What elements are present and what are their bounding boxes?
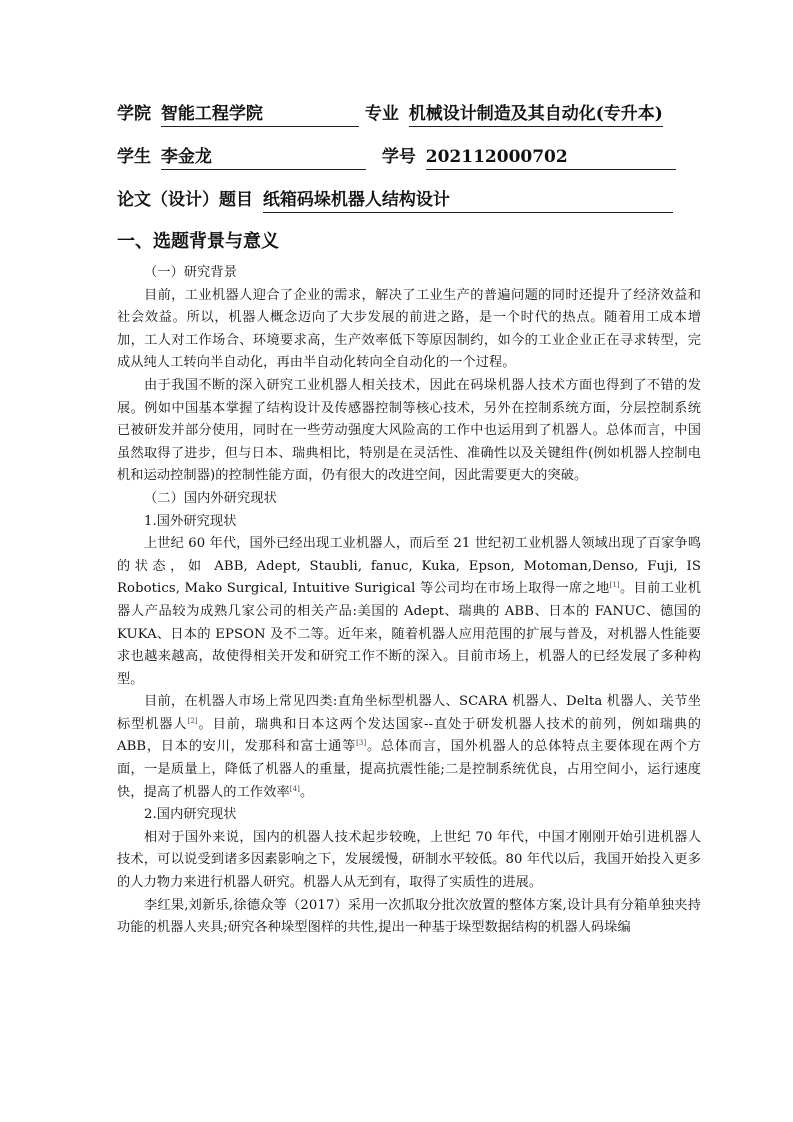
paragraph-1: 目前，工业机器人迎合了企业的需求，解决了工业生产的普遍问题的同时还提升了经济效益和社会效益。所以，机器人概念迈向了大步发展的前进之路，是一个时代的热点。随着用工成本增加，工人对工作场合、环境要求高，生产效率低下等原因制约，如今的工业企业正在寻求转型，完成从纯人工转向半自动化，再由半自动化转向全自动化的一个过程。: [117, 287, 701, 371]
college-value: 智能工程学院: [161, 103, 359, 127]
paragraph-4-text-b: 。目前，瑞典和日本这两个发达国家--直处于研发机器人技术的前列，例如瑞典的 ABB，日本的安川，发那科和富士通等: [117, 716, 702, 755]
paragraph-4-text-c: 。总体而言，国外机器人的总体特点主要体现在两个方面，一是质量上，降低了机器人的重量，提高抗震性能;二是控制系统优良，占用空间小，运行速度快，提高了机器人的工作效率: [117, 739, 701, 800]
college-label: 学院: [117, 104, 151, 124]
citation-1: [1]: [609, 581, 620, 590]
citation-3: [3]: [356, 739, 367, 748]
paragraph-3-text-a: 上世纪 60 年代，国外已经出现工业机器人，而后至 21 世纪初工业机器人领域出现了百家争鸣的状态，如 ABB, Adept, Staubli, fanuc, Kuka, Epson, Motoman,Denso, Fuji, IS Robotics, Mako Surgical, Intuitive Surigical 等公司均在市场上取得一席之地: [117, 536, 701, 597]
paragraph-3: [117, 533, 701, 691]
major-label: 专业: [364, 104, 399, 124]
student-label: 学生: [117, 147, 151, 167]
citation-2: [2]: [187, 716, 198, 725]
header-row-college: [117, 103, 663, 127]
body-text: [117, 262, 701, 940]
header-row-student: [117, 146, 676, 170]
thesis-title-label: 论文（设计）题目: [117, 190, 253, 210]
paragraph-3-text-b: 。目前工业机器人产品较为成熟几家公司的相关产品:美国的 Adept、瑞典的 ABB、日本的 FANUC、德国的 KUKA、日本的 EPSON 及不二等。近年来，随着机器人应用范围的扩展与普及，对机器人性能要求也越来越高，故使得相关开发和研究工作不断的深入。目前市场上，机器人的已经发展了多种构型。: [117, 581, 701, 687]
paragraph-4-text-d: 。: [299, 784, 314, 800]
student-value: 李金龙: [161, 146, 366, 170]
section-heading: 一、选题背景与意义: [117, 231, 279, 252]
paragraph-5: 相对于国外来说，国内的机器人技术起步较晚，上世纪 70 年代，中国才刚刚开始引进机器人技术，可以说受到诸多因素影响之下，发展缓慢，研制水平较低。80 年代以后，我国开始投入更多的人力物力来进行机器人研究。机器人从无到有，取得了实质性的进展。: [117, 829, 701, 891]
thesis-title-value: 纸箱码垛机器人结构设计: [263, 189, 673, 213]
paragraph-6: 李红果,刘新乐,徐德众等（2017）采用一次抓取分批次放置的整体方案,设计具有分箱单独夹持功能的机器人夹具;研究各种垛型图样的共性,提出一种基于垛型数据结构的机器人码垛编: [117, 897, 701, 936]
subheading-domestic-status: 2.国内研究现状: [144, 807, 237, 823]
subheading-foreign-status: 1.国外研究现状: [144, 513, 237, 529]
student-id-value: 202112000702: [426, 146, 676, 170]
paragraph-4: [117, 691, 701, 804]
subheading-research-status: （二）国内外研究现状: [144, 490, 277, 506]
paragraph-2: 由于我国不断的深入研究工业机器人相关技术，因此在码垛机器人技术方面也得到了不错的发展。例如中国基本掌握了结构设计及传感器控制等核心技术，另外在控制系统方面，分层控制系统已被研发并部分使用，同时在一些劳动强度大风险高的工作中也运用到了机器人。总体而言，中国虽然取得了进步，但与日本、瑞典相比，特别是在灵活性、准确性以及关键组件(例如机器人控制电机和运动控制器)的控制性能方面，仍有很大的改进空间，因此需要更大的突破。: [117, 377, 701, 484]
major-value: 机械设计制造及其自动化(专升本): [409, 103, 663, 127]
citation-4: [4]: [289, 784, 300, 793]
paragraph-4-text-a: 目前，在机器人市场上常见四类:直角坐标型机器人、SCARA 机器人、Delta 机器人、关节坐标型机器人: [117, 694, 701, 732]
student-id-label: 学号: [381, 147, 416, 167]
subheading-research-background: （一）研究背景: [144, 265, 238, 280]
header-row-thesis: [117, 189, 673, 213]
